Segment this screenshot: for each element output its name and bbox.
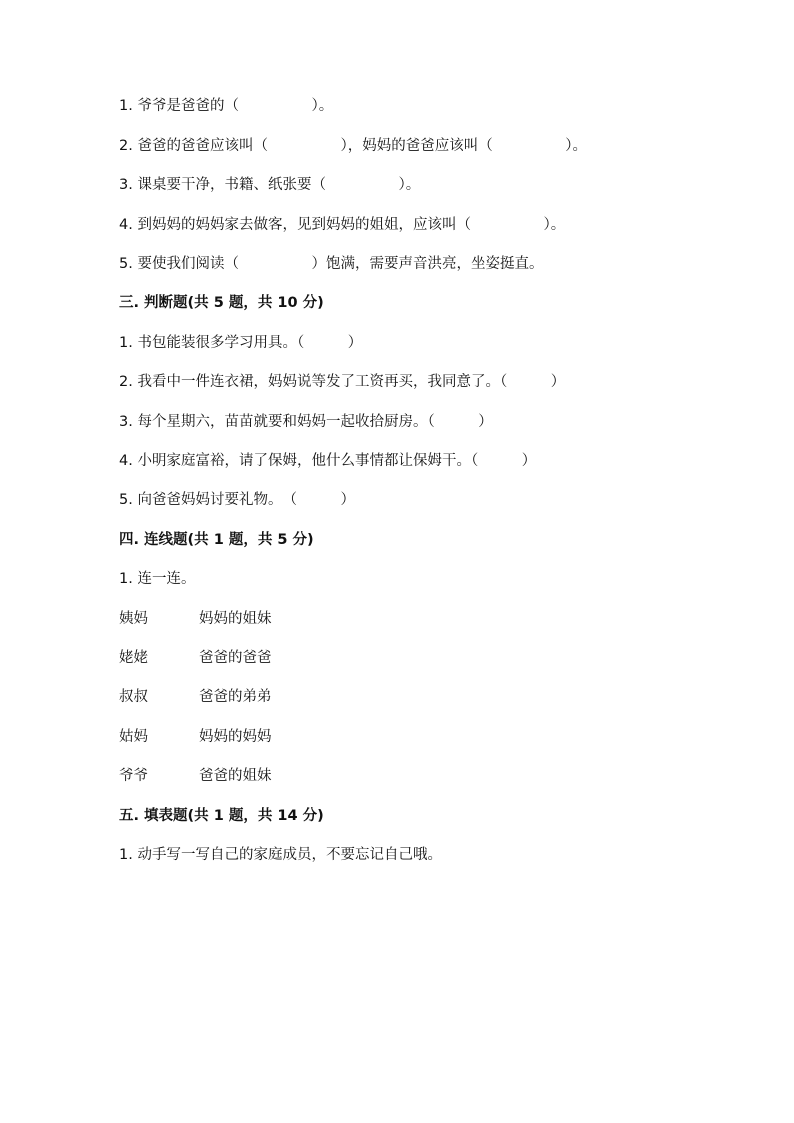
judgement-question-5: 5. 向爸爸妈妈讨要礼物。 （ ） [119, 492, 355, 508]
matching-question: 1. 连一连。 [119, 571, 196, 587]
matching-left-item: 姨妈 [119, 611, 148, 627]
fill-in-question-4: 4. 到妈妈的妈妈家去做客，见到妈妈的姐姐，应该叫（ ）。 [119, 217, 566, 233]
judgement-question-1: 1. 书包能装很多学习用具。（ ） [119, 335, 363, 351]
judgement-question-4: 4. 小明家庭富裕，请了保姆，他什么事情都让保姆干。（ ） [119, 453, 537, 469]
table-question: 1. 动手写一写自己的家庭成员，不要忘记自己哦。 [119, 847, 442, 863]
section-5-heading: 五. 填表题(共 1 题，共 14 分) [119, 808, 324, 824]
matching-left-item: 叔叔 [119, 689, 148, 705]
judgement-question-2: 2. 我看中一件连衣裙，妈妈说等发了工资再买，我同意了。（ ） [119, 374, 566, 390]
judgement-question-3: 3. 每个星期六，苗苗就要和妈妈一起收拾厨房。（ ） [119, 414, 493, 430]
fill-in-question-3: 3. 课桌要干净，书籍、纸张要（ ）。 [119, 177, 421, 193]
fill-in-question-2: 2. 爸爸的爸爸应该叫（ ），妈妈的爸爸应该叫（ ）。 [119, 138, 587, 154]
matching-left-item: 爷爷 [119, 768, 148, 784]
section-4-heading: 四. 连线题(共 1 题，共 5 分) [119, 532, 314, 548]
matching-right-item: 妈妈的妈妈 [199, 729, 272, 745]
matching-right-item: 爸爸的爸爸 [199, 650, 272, 666]
matching-left-item: 姑妈 [119, 729, 148, 745]
matching-left-item: 姥姥 [119, 650, 148, 666]
section-3-heading: 三. 判断题(共 5 题，共 10 分) [119, 295, 324, 311]
matching-right-item: 爸爸的弟弟 [199, 689, 272, 705]
fill-in-question-1: 1. 爷爷是爸爸的（ ）。 [119, 98, 334, 114]
fill-in-question-5: 5. 要使我们阅读（ ）饱满，需要声音洪亮，坐姿挺直。 [119, 256, 544, 272]
matching-right-item: 爸爸的姐妹 [199, 768, 272, 784]
matching-right-item: 妈妈的姐妹 [199, 611, 272, 627]
